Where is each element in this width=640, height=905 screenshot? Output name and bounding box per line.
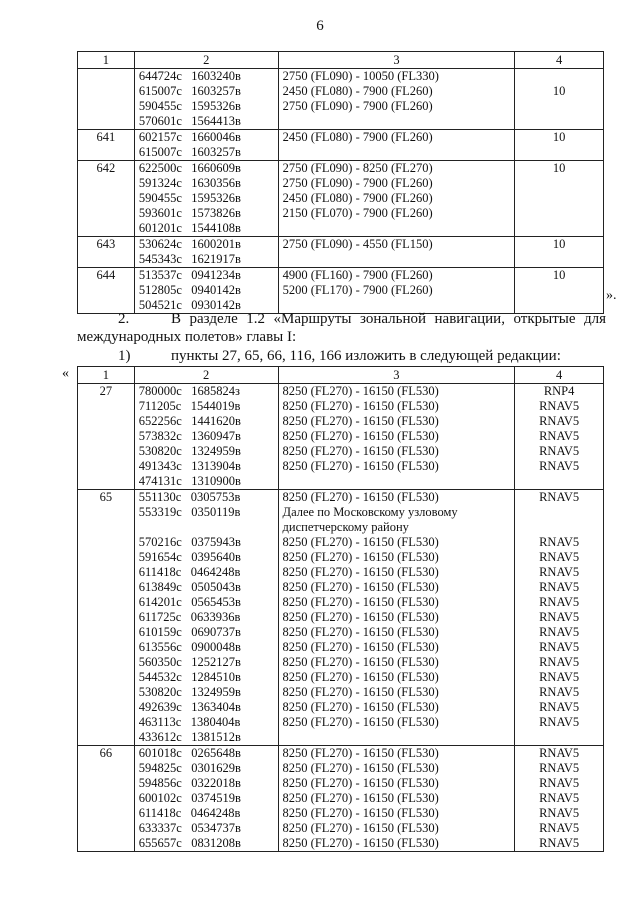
spec-value: 10 [552, 130, 566, 144]
spec-value: RNAV5 [539, 595, 580, 609]
header-col-3: 3 [278, 367, 515, 384]
altitudes-cell [278, 69, 515, 130]
altitude-range: 8250 (FL270) - 16150 (FL530) [282, 414, 439, 428]
coordinate: 590455с 1595326в [138, 99, 241, 113]
spec-value: 10 [552, 237, 566, 251]
coordinate: 593601с 1573826в [138, 206, 241, 220]
altitude-range: 4900 (FL160) - 7900 (FL260) [282, 268, 433, 282]
coordinate: 780000с 1685824з [138, 384, 240, 398]
coordinate: 573832с 1360947в [138, 429, 241, 443]
spec-value: RNAV5 [539, 459, 580, 473]
altitude-range: 2450 (FL080) - 7900 (FL260) [282, 84, 433, 98]
altitudes-cell [278, 237, 515, 268]
table-row [78, 161, 604, 237]
altitude-range: 8250 (FL270) - 16150 (FL530) [282, 836, 439, 850]
altitudes-cell [278, 384, 515, 490]
paragraph-2-text: В разделе 1.2 «Маршруты зональной навигации, открытые для [171, 311, 606, 327]
subparagraph-1-number: 1) [118, 348, 131, 364]
spacer [139, 520, 274, 535]
altitude-range: 8250 (FL270) - 16150 (FL530) [282, 595, 439, 609]
coordinate: 594825с 0301629в [138, 761, 241, 775]
closing-quote: ». [606, 288, 617, 303]
table-row [78, 237, 604, 268]
spec-value: RNAV5 [539, 444, 580, 458]
coordinate: 611418с 0464248в [138, 565, 241, 579]
coordinates-cell [134, 130, 278, 161]
coordinate: 512805с 0940142в [138, 283, 241, 297]
header-col-1: 1 [78, 52, 135, 69]
spec-value: RNAV5 [539, 640, 580, 654]
table-row [78, 746, 604, 852]
spec-value: RNAV5 [539, 715, 580, 729]
spec-value: RNAV5 [539, 399, 580, 413]
coordinate: 530820с 1324959в [138, 685, 241, 699]
coordinate: 433612с 1381512в [138, 730, 241, 744]
altitude-range: 2450 (FL080) - 7900 (FL260) [282, 191, 433, 205]
spec-value: RNAV5 [539, 836, 580, 850]
coordinate: 530624с 1600201в [138, 237, 241, 251]
spacer [519, 520, 599, 535]
coordinate: 611418с 0464248в [138, 806, 241, 820]
coordinate: 652256с 1441620в [138, 414, 241, 428]
spec-value: RNAV5 [539, 761, 580, 775]
spec-value: RNAV5 [539, 791, 580, 805]
table-row [78, 384, 604, 490]
altitude-range: 2750 (FL090) - 8250 (FL270) [282, 161, 433, 175]
subparagraph-1-text: пункты 27, 65, 66, 116, 166 изложить в следующей редакции: [171, 348, 561, 364]
spec-cell [515, 268, 604, 314]
spec-cell [515, 130, 604, 161]
route-number: 643 [78, 237, 135, 268]
coordinates-cell [134, 746, 278, 852]
spec-value: RNP4 [543, 384, 575, 398]
coordinate: 591654с 0395640в [138, 550, 241, 564]
spec-cell [515, 237, 604, 268]
spec-value: RNAV5 [539, 746, 580, 760]
spec-value: RNAV5 [539, 700, 580, 714]
coordinate: 610159с 0690737в [138, 625, 241, 639]
spec-value: RNAV5 [539, 625, 580, 639]
altitude-range: 8250 (FL270) - 16150 (FL530) [282, 565, 439, 579]
spec-cell [515, 69, 604, 130]
altitude-range: 2750 (FL090) - 7900 (FL260) [282, 99, 433, 113]
altitude-range: 8250 (FL270) - 16150 (FL530) [282, 580, 439, 594]
coordinate: 544532с 1284510в [138, 670, 241, 684]
route-number: 641 [78, 130, 135, 161]
spec-value: RNAV5 [539, 535, 580, 549]
rnav-routes-table [77, 366, 604, 852]
coordinate: 513537с 0941234в [138, 268, 241, 282]
coordinate: 711205с 1544019в [138, 399, 241, 413]
altitude-range: 8250 (FL270) - 16150 (FL530) [282, 761, 439, 775]
altitude-range: 2150 (FL070) - 7900 (FL260) [282, 206, 433, 220]
table-header-row [78, 52, 604, 69]
altitude-range: 5200 (FL170) - 7900 (FL260) [282, 283, 433, 297]
coordinate: 601018с 0265648в [138, 746, 241, 760]
altitude-range: 8250 (FL270) - 16150 (FL530) [282, 640, 439, 654]
route-number: 65 [78, 490, 135, 746]
coordinate: 530820с 1324959в [138, 444, 241, 458]
table-row [78, 490, 604, 746]
altitude-range: 8250 (FL270) - 16150 (FL530) [282, 806, 439, 820]
spec-cell [515, 384, 604, 490]
altitude-range: 8250 (FL270) - 16150 (FL530) [282, 776, 439, 790]
coordinates-cell [134, 237, 278, 268]
header-col-4: 4 [515, 367, 604, 384]
altitude-range: 8250 (FL270) - 16150 (FL530) [282, 444, 439, 458]
page-number: 6 [316, 18, 324, 34]
altitude-range: 8250 (FL270) - 16150 (FL530) [282, 670, 439, 684]
paragraph-2-number: 2. [118, 311, 130, 327]
spec-value: RNAV5 [539, 580, 580, 594]
spacer [519, 505, 599, 520]
coordinates-cell [134, 69, 278, 130]
altitudes-cell [278, 490, 515, 746]
coordinate: 655657с 0831208в [138, 836, 241, 850]
coordinate: 611725с 0633936в [138, 610, 241, 624]
header-col-2: 2 [134, 52, 278, 69]
spec-value: 10 [552, 268, 566, 282]
route-number: 642 [78, 161, 135, 237]
coordinate: 615007с 1603257в [138, 84, 241, 98]
coordinates-cell [134, 268, 278, 314]
opening-quote: « [62, 366, 69, 381]
altitude-range: 8250 (FL270) - 16150 (FL530) [282, 821, 439, 835]
altitude-range: 2450 (FL080) - 7900 (FL260) [282, 130, 433, 144]
spec-value: RNAV5 [539, 550, 580, 564]
coordinate: 504521с 0930142в [138, 298, 241, 312]
coordinate: 600102с 0374519в [138, 791, 241, 805]
route-number: 644 [78, 268, 135, 314]
spec-value: RNAV5 [539, 685, 580, 699]
route-number: 27 [78, 384, 135, 490]
altitude-range: 8250 (FL270) - 16150 (FL530) [282, 685, 439, 699]
spec-value: RNAV5 [539, 429, 580, 443]
routes-table-continued [77, 51, 604, 314]
spec-value: RNAV5 [539, 776, 580, 790]
coordinates-cell [134, 384, 278, 490]
table-row [78, 130, 604, 161]
route-note: диспетчерскому району [282, 520, 409, 534]
spec-value: 10 [552, 161, 566, 175]
altitude-range: 2750 (FL090) - 7900 (FL260) [282, 176, 433, 190]
altitude-range: 8250 (FL270) - 16150 (FL530) [282, 459, 439, 473]
coordinate: 613849с 0505043в [138, 580, 241, 594]
altitudes-cell [278, 746, 515, 852]
coordinate: 492639с 1363404в [138, 700, 241, 714]
route-number [78, 69, 135, 130]
paragraph-2-continuation: международных полетов» главы I: [77, 329, 297, 345]
spec-value [519, 69, 599, 84]
spec-cell [515, 161, 604, 237]
coordinate: 644724с 1603240в [138, 69, 241, 83]
altitudes-cell [278, 130, 515, 161]
altitude-range: 8250 (FL270) - 16150 (FL530) [282, 715, 439, 729]
altitude-range: 2750 (FL090) - 4550 (FL150) [282, 237, 433, 251]
altitude-range: 2750 (FL090) - 10050 (FL330) [282, 69, 439, 83]
coordinate: 545343с 1621917в [138, 252, 241, 266]
coordinates-cell [134, 161, 278, 237]
coordinate: 463113с 1380404в [138, 715, 241, 729]
spec-value: RNAV5 [539, 610, 580, 624]
coordinate: 613556с 0900048в [138, 640, 241, 654]
altitude-range: 8250 (FL270) - 16150 (FL530) [282, 550, 439, 564]
spec-cell [515, 746, 604, 852]
coordinate: 553319с 0350119в [138, 505, 241, 519]
coordinate: 570216с 0375943в [138, 535, 241, 549]
coordinate: 590455с 1595326в [138, 191, 241, 205]
coordinate: 633337с 0534737в [138, 821, 241, 835]
spec-value: RNAV5 [539, 806, 580, 820]
table-header-row [78, 367, 604, 384]
coordinate: 560350с 1252127в [138, 655, 241, 669]
altitude-range: 8250 (FL270) - 16150 (FL530) [282, 655, 439, 669]
spec-value: RNAV5 [539, 414, 580, 428]
table-row [78, 69, 604, 130]
header-col-4: 4 [515, 52, 604, 69]
altitude-range: 8250 (FL270) - 16150 (FL530) [282, 746, 439, 760]
altitude-range: 8250 (FL270) - 16150 (FL530) [282, 791, 439, 805]
altitude-range: 8250 (FL270) - 16150 (FL530) [282, 610, 439, 624]
coordinate: 551130с 0305753в [138, 490, 241, 504]
coordinate: 591324с 1630356в [138, 176, 241, 190]
coordinate: 622500с 1660609в [138, 161, 241, 175]
spec-cell [515, 490, 604, 746]
altitude-range: 8250 (FL270) - 16150 (FL530) [282, 535, 439, 549]
spec-value: RNAV5 [539, 490, 580, 504]
altitude-range: 8250 (FL270) - 16150 (FL530) [282, 490, 439, 504]
spec-value: RNAV5 [539, 821, 580, 835]
altitudes-cell [278, 161, 515, 237]
spec-value: RNAV5 [539, 655, 580, 669]
coordinate: 614201с 0565453в [138, 595, 241, 609]
coordinates-cell [134, 490, 278, 746]
altitude-range: 8250 (FL270) - 16150 (FL530) [282, 625, 439, 639]
altitude-range: 8250 (FL270) - 16150 (FL530) [282, 399, 439, 413]
altitude-range: 8250 (FL270) - 16150 (FL530) [282, 429, 439, 443]
altitude-range: 8250 (FL270) - 16150 (FL530) [282, 700, 439, 714]
altitude-range: 8250 (FL270) - 16150 (FL530) [282, 384, 439, 398]
route-note: Далее по Московскому узловому [282, 505, 458, 519]
route-number: 66 [78, 746, 135, 852]
coordinate: 594856с 0322018в [138, 776, 241, 790]
coordinate: 615007с 1603257в [138, 145, 241, 159]
spec-value: RNAV5 [539, 565, 580, 579]
coordinate: 474131с 1310900в [138, 474, 241, 488]
spec-value: RNAV5 [539, 670, 580, 684]
coordinate: 570601с 1564413в [138, 114, 241, 128]
coordinate: 601201с 1544108в [138, 221, 241, 235]
header-col-3: 3 [278, 52, 515, 69]
header-col-2: 2 [134, 367, 278, 384]
table-row [78, 268, 604, 314]
spec-value: 10 [552, 84, 566, 98]
altitudes-cell [278, 268, 515, 314]
coordinate: 602157с 1660046в [138, 130, 241, 144]
coordinate: 491343с 1313904в [138, 459, 241, 473]
header-col-1: 1 [78, 367, 135, 384]
